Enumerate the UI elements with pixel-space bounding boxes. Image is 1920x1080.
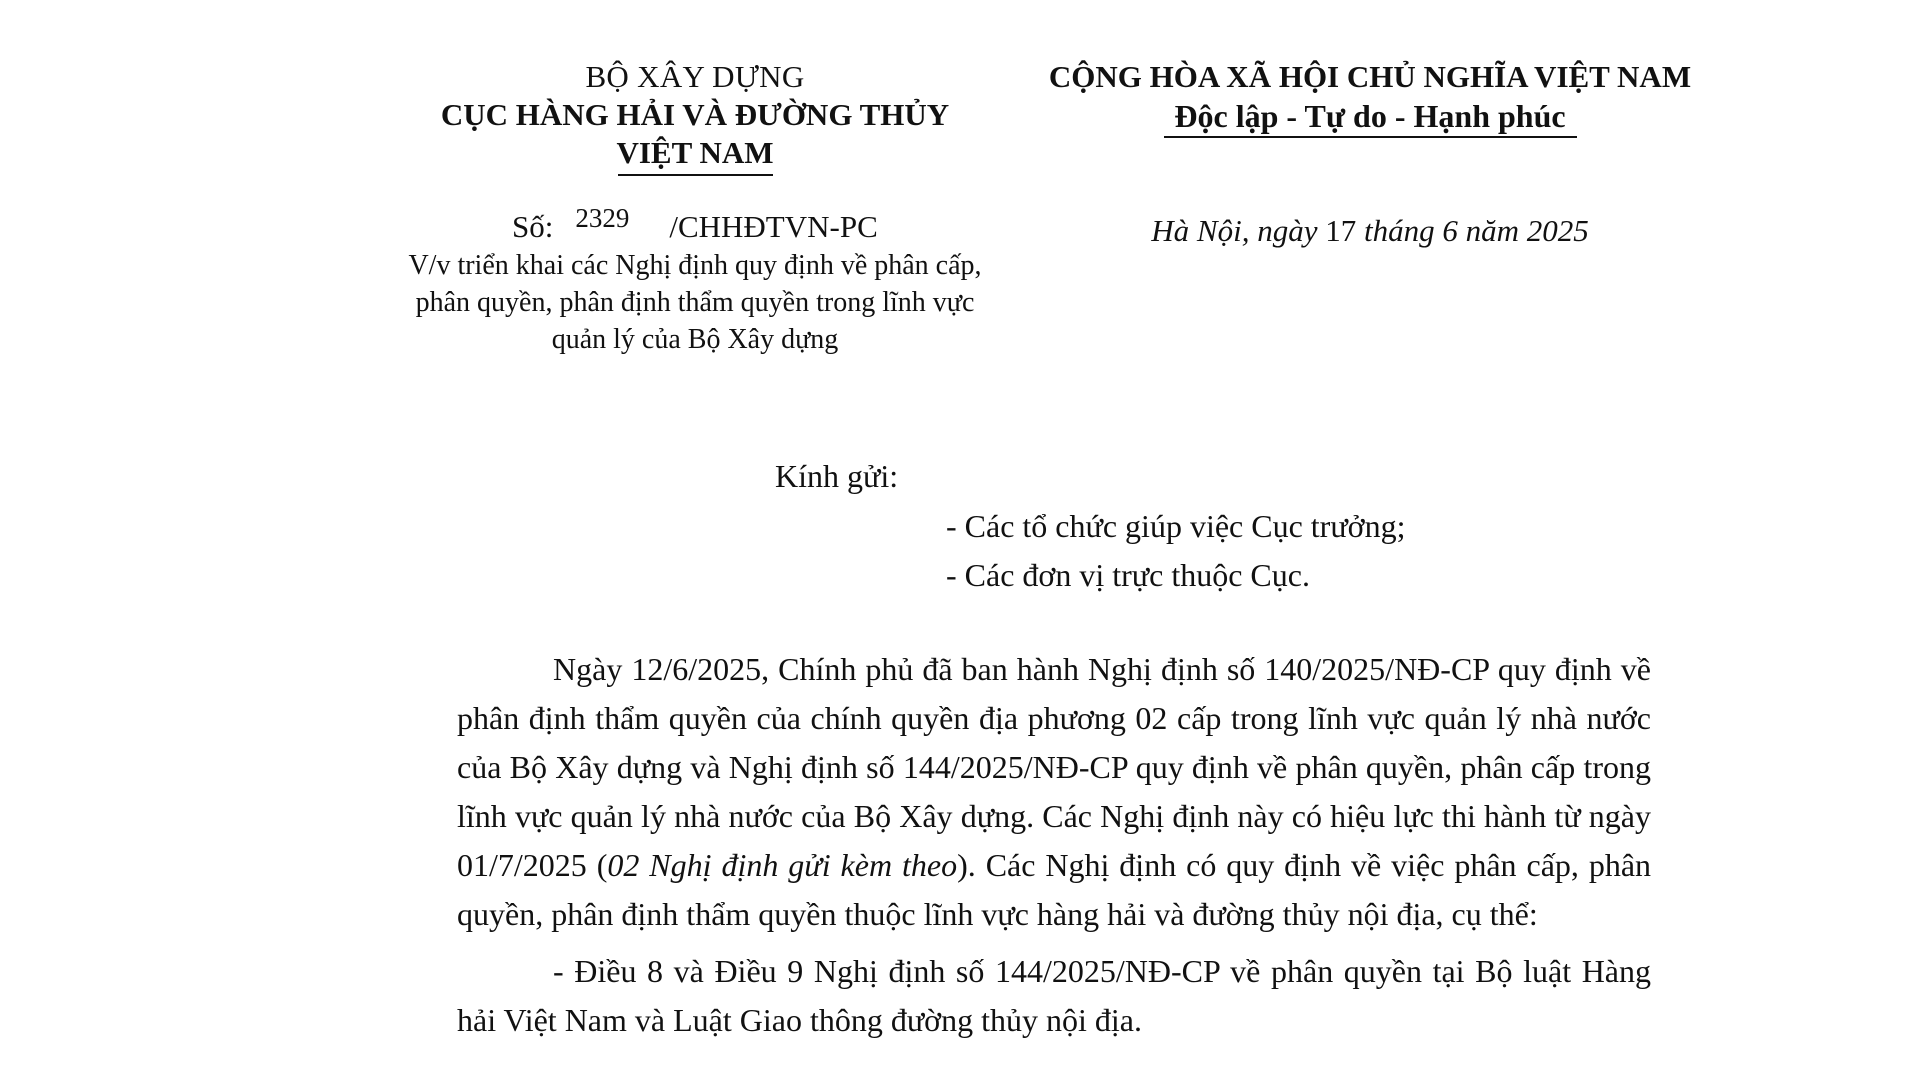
- body-paragraph-text-continued: ). Các Nghị định có quy định về việc phân cấp, phân quyền, phân định thẩm quyền thuộc lĩnh vực hàng hải và đường thủy nội địa, cụ thể:: [457, 847, 1652, 932]
- republic-title: CỘNG HÒA XÃ HỘI CHỦ NGHĨA VIỆT NAM: [1048, 59, 1692, 94]
- place-date-day: 17: [1325, 213, 1357, 248]
- document-number-value: 2329: [575, 203, 630, 233]
- place-date-prefix: Hà Nội, ngày: [1151, 213, 1326, 248]
- document-number: [512, 203, 878, 247]
- body-paragraph: [457, 645, 1651, 939]
- document-number-suffix: /CHHĐTVN-PC: [669, 209, 878, 244]
- greeting-label: Kính gửi:: [775, 458, 899, 494]
- motto-underline: [1164, 136, 1577, 138]
- recipient-item: - Các đơn vị trực thuộc Cục.: [946, 557, 1310, 593]
- national-title-header: [1030, 58, 1710, 138]
- ministry-name: BỘ XÂY DỰNG: [585, 59, 805, 94]
- recipient-item: - Các tổ chức giúp việc Cục trưởng;: [946, 508, 1406, 544]
- department-name-line1: CỤC HÀNG HẢI VÀ ĐƯỜNG THỦY: [440, 97, 950, 132]
- place-and-date: [1030, 212, 1710, 250]
- body-list-item: - Điều 8 và Điều 9 Nghị định số 144/2025/NĐ-CP về phân quyền tại Bộ luật Hàng hải Việt Nam và Luật Giao thông đường thủy nội địa.: [457, 953, 1651, 1038]
- department-name-line2: VIỆT NAM: [616, 135, 774, 170]
- document-subject: V/v triển khai các Nghị định quy định về phân cấp, phân quyền, phân định thẩm quyền trong lĩnh vực quản lý của Bộ Xây dựng: [408, 250, 982, 355]
- body-paragraph-italic: 02 Nghị định gửi kèm theo: [607, 847, 958, 883]
- letter-body: [457, 645, 1651, 1045]
- document-number-prefix: Số:: [512, 209, 554, 244]
- body-paragraph-text: Ngày 12/6/2025, Chính phủ đã ban hành Nghị định số 140/2025/NĐ-CP quy định về phân định thẩm quyền của chính quyền địa phương 02 cấp trong lĩnh vực quản lý nhà nước của Bộ Xây dựng và Nghị định số 144/2025/NĐ-CP quy định về phân quyền, phân cấp trong lĩnh vực quản lý nhà nước của Bộ Xây dựng. Các Nghị định này có hiệu lực thi hành từ ngày 01/7/2025 (: [457, 651, 1651, 883]
- national-motto: Độc lập - Tự do - Hạnh phúc: [1174, 98, 1566, 134]
- agency-underline: [618, 174, 773, 176]
- recipient-list: [946, 502, 1405, 600]
- issuing-agency-header: [400, 58, 990, 176]
- place-date-suffix: tháng 6 năm 2025: [1356, 213, 1589, 248]
